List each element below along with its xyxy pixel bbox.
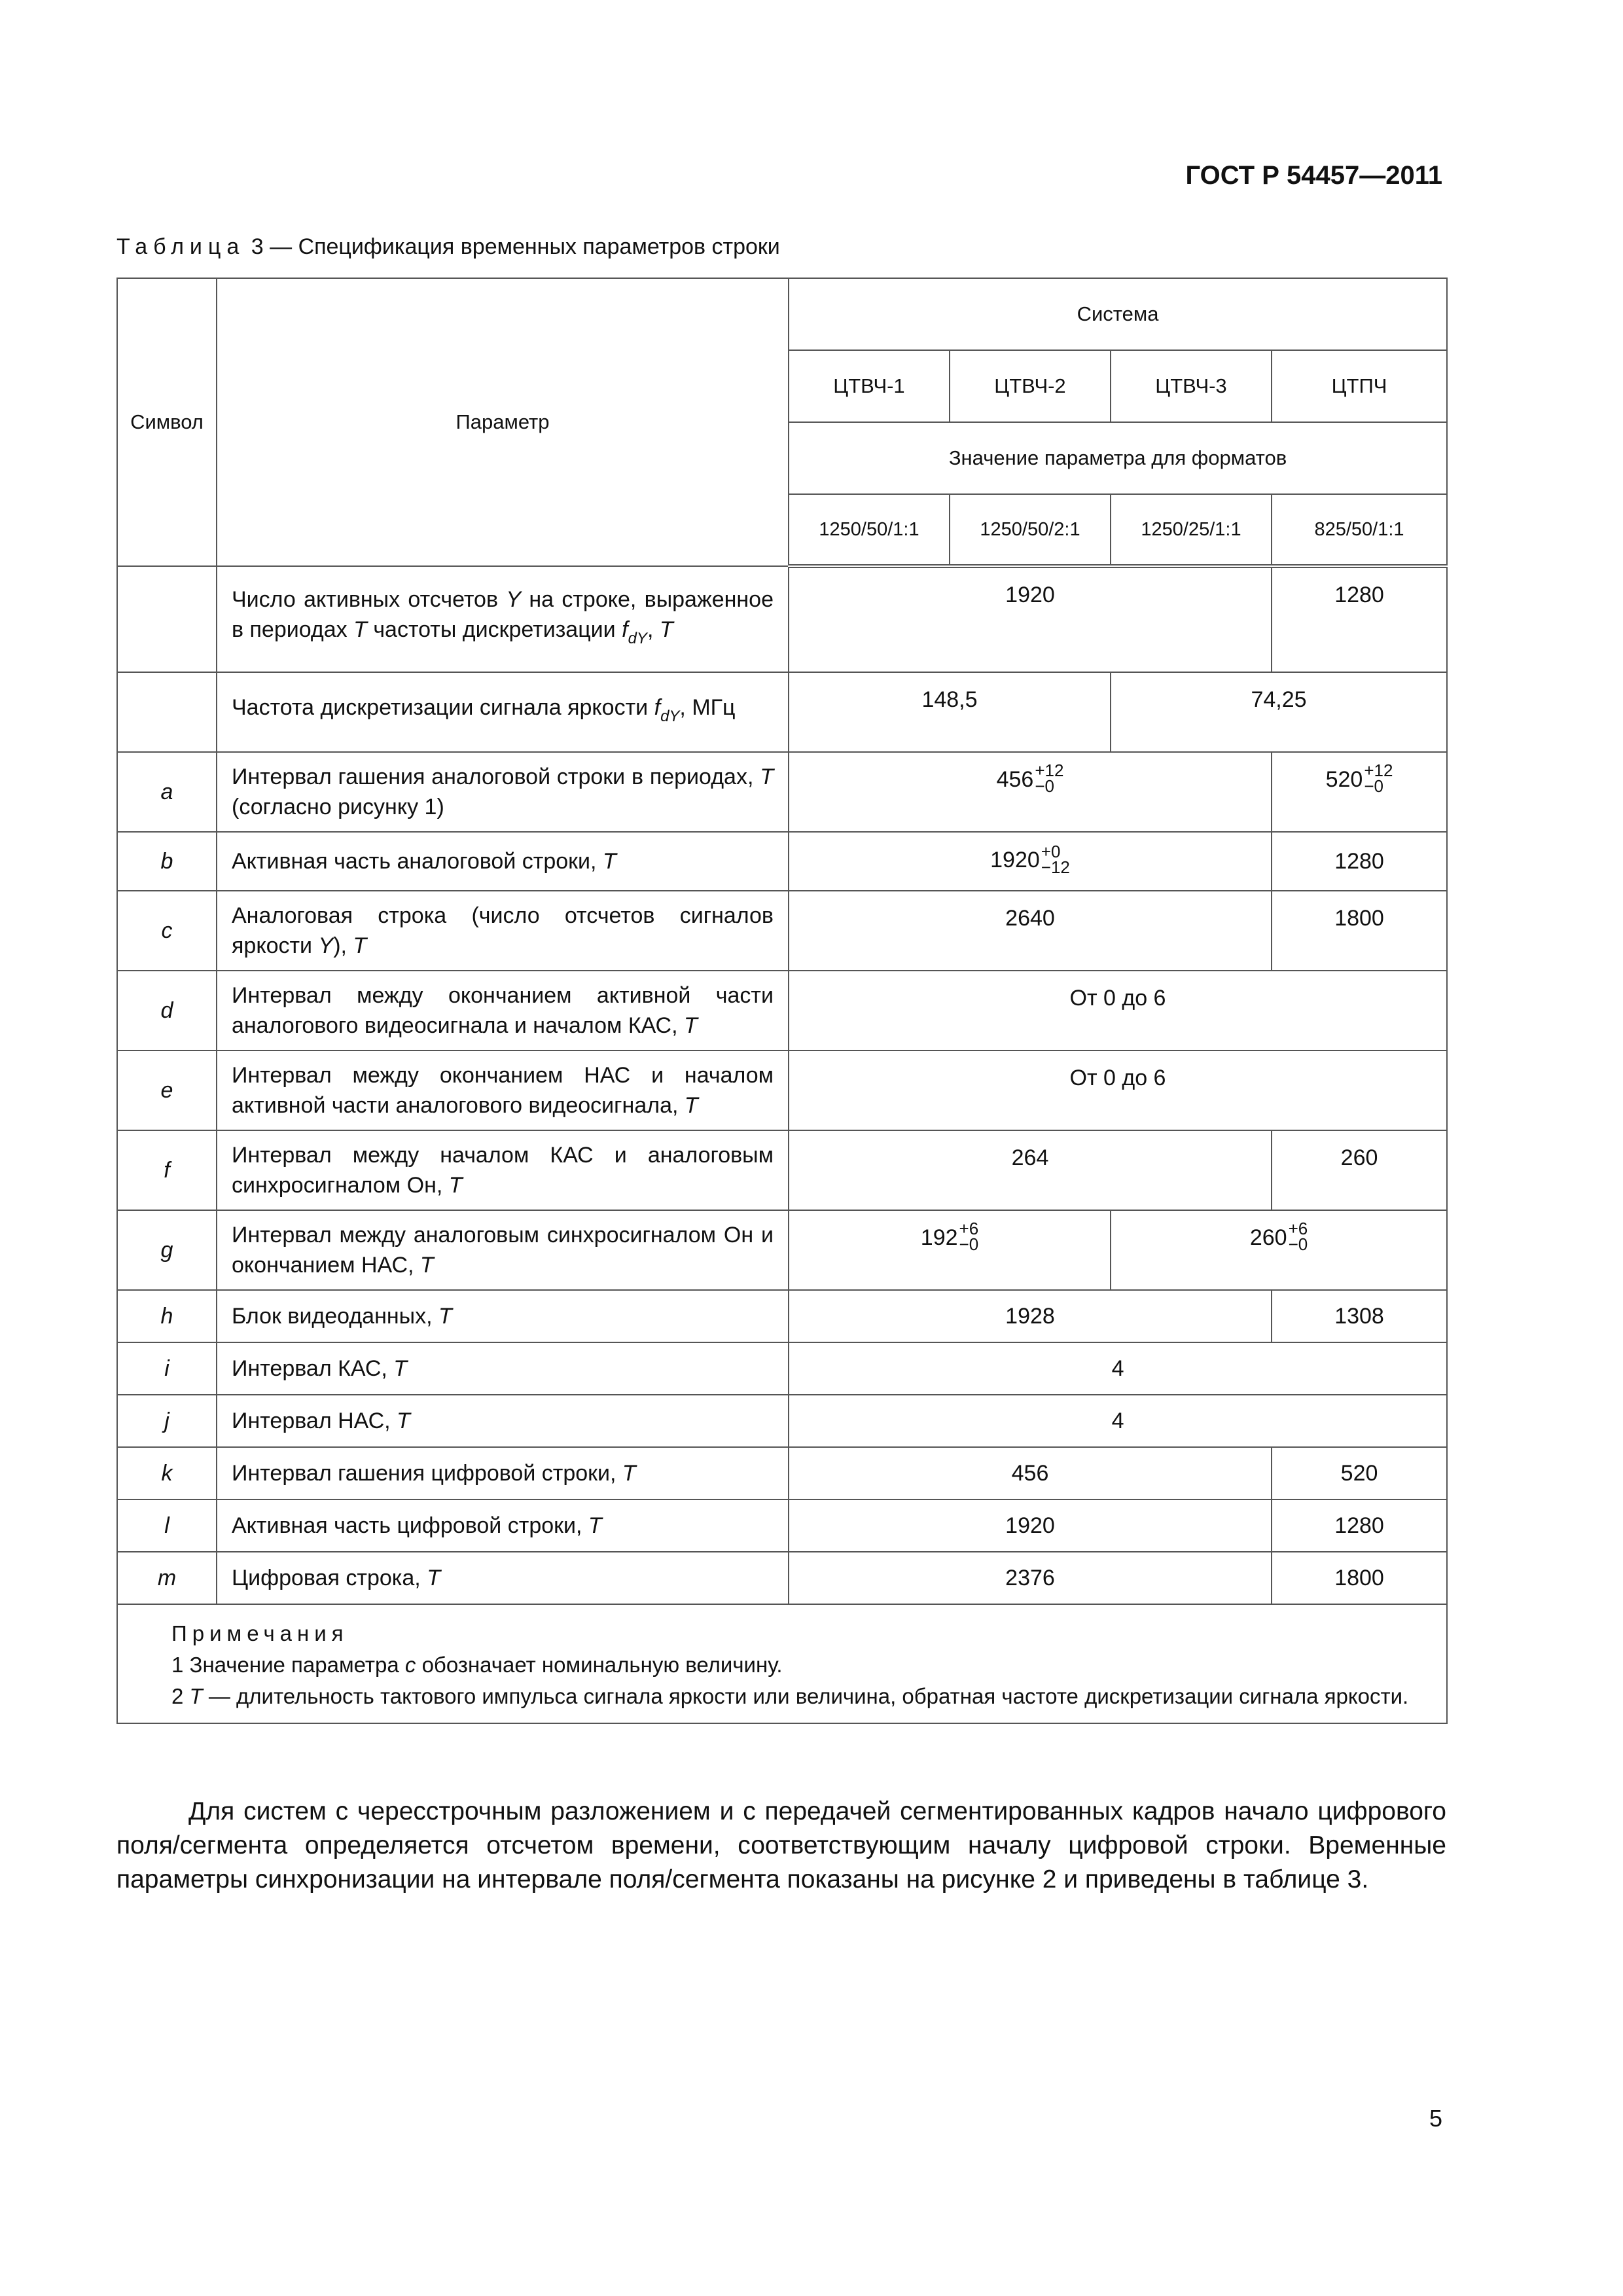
page-number: 5 <box>1429 2105 1442 2132</box>
tolerance: +12 −0 <box>1364 761 1393 797</box>
row-parameter: Интервал между началом КАС и аналоговым синхросигналом Он, T <box>217 1130 789 1210</box>
row-parameter: Аналоговая строка (число отсчетов сигналов яркости Y), T <box>217 891 789 971</box>
row-value-main: 456 <box>789 1447 1272 1499</box>
row-symbol: b <box>117 832 217 891</box>
row-parameter: Цифровая строка, T <box>217 1552 789 1604</box>
row-parameter: Интервал между окончанием активной части аналогового видеосигнала и началом КАС, T <box>217 971 789 1050</box>
row-value-main: 1920 <box>789 566 1272 672</box>
row-symbol: l <box>117 1499 217 1552</box>
row-symbol: i <box>117 1342 217 1395</box>
row-symbol: e <box>117 1050 217 1130</box>
table-row <box>117 1130 1447 1210</box>
header-format-1: 1250/50/1:1 <box>789 494 950 566</box>
caption-title: Спецификация временных параметров строки <box>298 234 780 259</box>
notes-title: Примечания <box>171 1621 349 1645</box>
header-system-2: ЦТВЧ-2 <box>950 350 1111 422</box>
row-parameter: Интервал гашения цифровой строки, T <box>217 1447 789 1499</box>
header-system-3: ЦТВЧ-3 <box>1111 350 1272 422</box>
table-row <box>117 672 1447 752</box>
table-row <box>117 1499 1447 1552</box>
tolerance: +12 −0 <box>1035 761 1064 797</box>
header-symbol: Символ <box>117 278 217 566</box>
row-value-all: От 0 до 6 <box>789 971 1447 1050</box>
row-value-secondary: 260 +6 −0 <box>1111 1210 1447 1290</box>
note-2: 2 T — длительность тактового импульса сигнала яркости или величина, обратная частоте дискретизации сигнала яркости. <box>171 1684 1409 1708</box>
row-parameter: Интервал НАС, T <box>217 1395 789 1447</box>
table-row <box>117 891 1447 971</box>
row-symbol: a <box>117 752 217 832</box>
caption-number: 3 — <box>245 234 298 259</box>
row-value-ctpch: 1800 <box>1272 891 1447 971</box>
row-parameter: Интервал между окончанием НАС и началом активной части аналогового видеосигнала, T <box>217 1050 789 1130</box>
row-value-ctpch: 1800 <box>1272 1552 1447 1604</box>
row-parameter: Активная часть цифровой строки, T <box>217 1499 789 1552</box>
header-formats-label: Значение параметра для форматов <box>789 422 1447 494</box>
row-parameter: Блок видеоданных, T <box>217 1290 789 1342</box>
header-format-2: 1250/50/2:1 <box>950 494 1111 566</box>
row-symbol <box>117 566 217 672</box>
timing-spec-table <box>116 278 1448 1724</box>
row-value-main: 192 +6 −0 <box>789 1210 1111 1290</box>
row-value-ctpch: 520 +12 −0 <box>1272 752 1447 832</box>
table-row <box>117 1395 1447 1447</box>
table-row <box>117 752 1447 832</box>
row-value-all: От 0 до 6 <box>789 1050 1447 1130</box>
row-symbol: k <box>117 1447 217 1499</box>
row-symbol: g <box>117 1210 217 1290</box>
tolerance: +0 −12 <box>1041 841 1070 877</box>
header-parameter: Параметр <box>217 278 789 566</box>
row-parameter: Интервал между аналоговым синхросигналом Он и окончанием НАС, T <box>217 1210 789 1290</box>
tolerance: +6 −0 <box>1288 1219 1308 1255</box>
table-row <box>117 1050 1447 1130</box>
table-notes <box>117 1604 1447 1723</box>
row-symbol: h <box>117 1290 217 1342</box>
header-system: Система <box>789 278 1447 350</box>
row-parameter: Активная часть аналоговой строки, T <box>217 832 789 891</box>
row-value-ctpch: 520 <box>1272 1447 1447 1499</box>
table-row <box>117 1210 1447 1290</box>
row-value-ctpch: 1280 <box>1272 1499 1447 1552</box>
row-value-ctpch: 1308 <box>1272 1290 1447 1342</box>
row-value-all: 4 <box>789 1395 1447 1447</box>
row-value-all: 4 <box>789 1342 1447 1395</box>
caption-prefix: Таблица <box>116 234 245 259</box>
row-value-main: 2640 <box>789 891 1272 971</box>
header-format-4: 825/50/1:1 <box>1272 494 1447 566</box>
row-symbol: f <box>117 1130 217 1210</box>
row-value-main: 1920 <box>789 1499 1272 1552</box>
row-symbol: d <box>117 971 217 1050</box>
row-value-main: 1928 <box>789 1290 1272 1342</box>
row-value-ctpch: 260 <box>1272 1130 1447 1210</box>
table-notes-row <box>117 1604 1447 1723</box>
table-row <box>117 832 1447 891</box>
row-value-main: 2376 <box>789 1552 1272 1604</box>
row-symbol <box>117 672 217 752</box>
row-parameter: Интервал КАС, T <box>217 1342 789 1395</box>
row-symbol: j <box>117 1395 217 1447</box>
table-row <box>117 971 1447 1050</box>
tolerance: +6 −0 <box>959 1219 979 1255</box>
header-system-4: ЦТПЧ <box>1272 350 1447 422</box>
row-value-ctpch: 1280 <box>1272 566 1447 672</box>
table-row <box>117 566 1447 672</box>
row-symbol: c <box>117 891 217 971</box>
row-value-main: 456 +12 −0 <box>789 752 1272 832</box>
row-parameter: Число активных отсчетов Y на строке, выраженное в периодах T частоты дискретизации $f_{dY}$, T <box>217 566 789 672</box>
table-row <box>117 1342 1447 1395</box>
table-row <box>117 1290 1447 1342</box>
header-format-3: 1250/25/1:1 <box>1111 494 1272 566</box>
row-value-secondary: 74,25 <box>1111 672 1447 752</box>
body-paragraph: Для систем с чересстрочным разложением и с передачей сегментированных кадров начало цифрового поля/сегмента определяется отсчетом времени, соответствующим началу цифровой строки. Временные параметры синхронизации на интервале поля/сегмента показаны на рисунке 2 и приведены в таблице 3. <box>116 1797 1446 1893</box>
document-code: ГОСТ Р 54457—2011 <box>1185 161 1442 190</box>
table-caption <box>116 234 780 260</box>
table-row <box>117 1447 1447 1499</box>
row-value-ctpch: 1280 <box>1272 832 1447 891</box>
row-parameter: Частота дискретизации сигнала яркости $f_{dY}$, МГц <box>217 672 789 752</box>
note-1: 1 Значение параметра c обозначает номинальную величину. <box>171 1653 783 1677</box>
table-row <box>117 1552 1447 1604</box>
row-value-main: 148,5 <box>789 672 1111 752</box>
row-value-main: 264 <box>789 1130 1272 1210</box>
header-system-1: ЦТВЧ-1 <box>789 350 950 422</box>
row-value-main: 1920 +0 −12 <box>789 832 1272 891</box>
row-symbol: m <box>117 1552 217 1604</box>
row-parameter: Интервал гашения аналоговой строки в периодах, T (согласно рисунку 1) <box>217 752 789 832</box>
